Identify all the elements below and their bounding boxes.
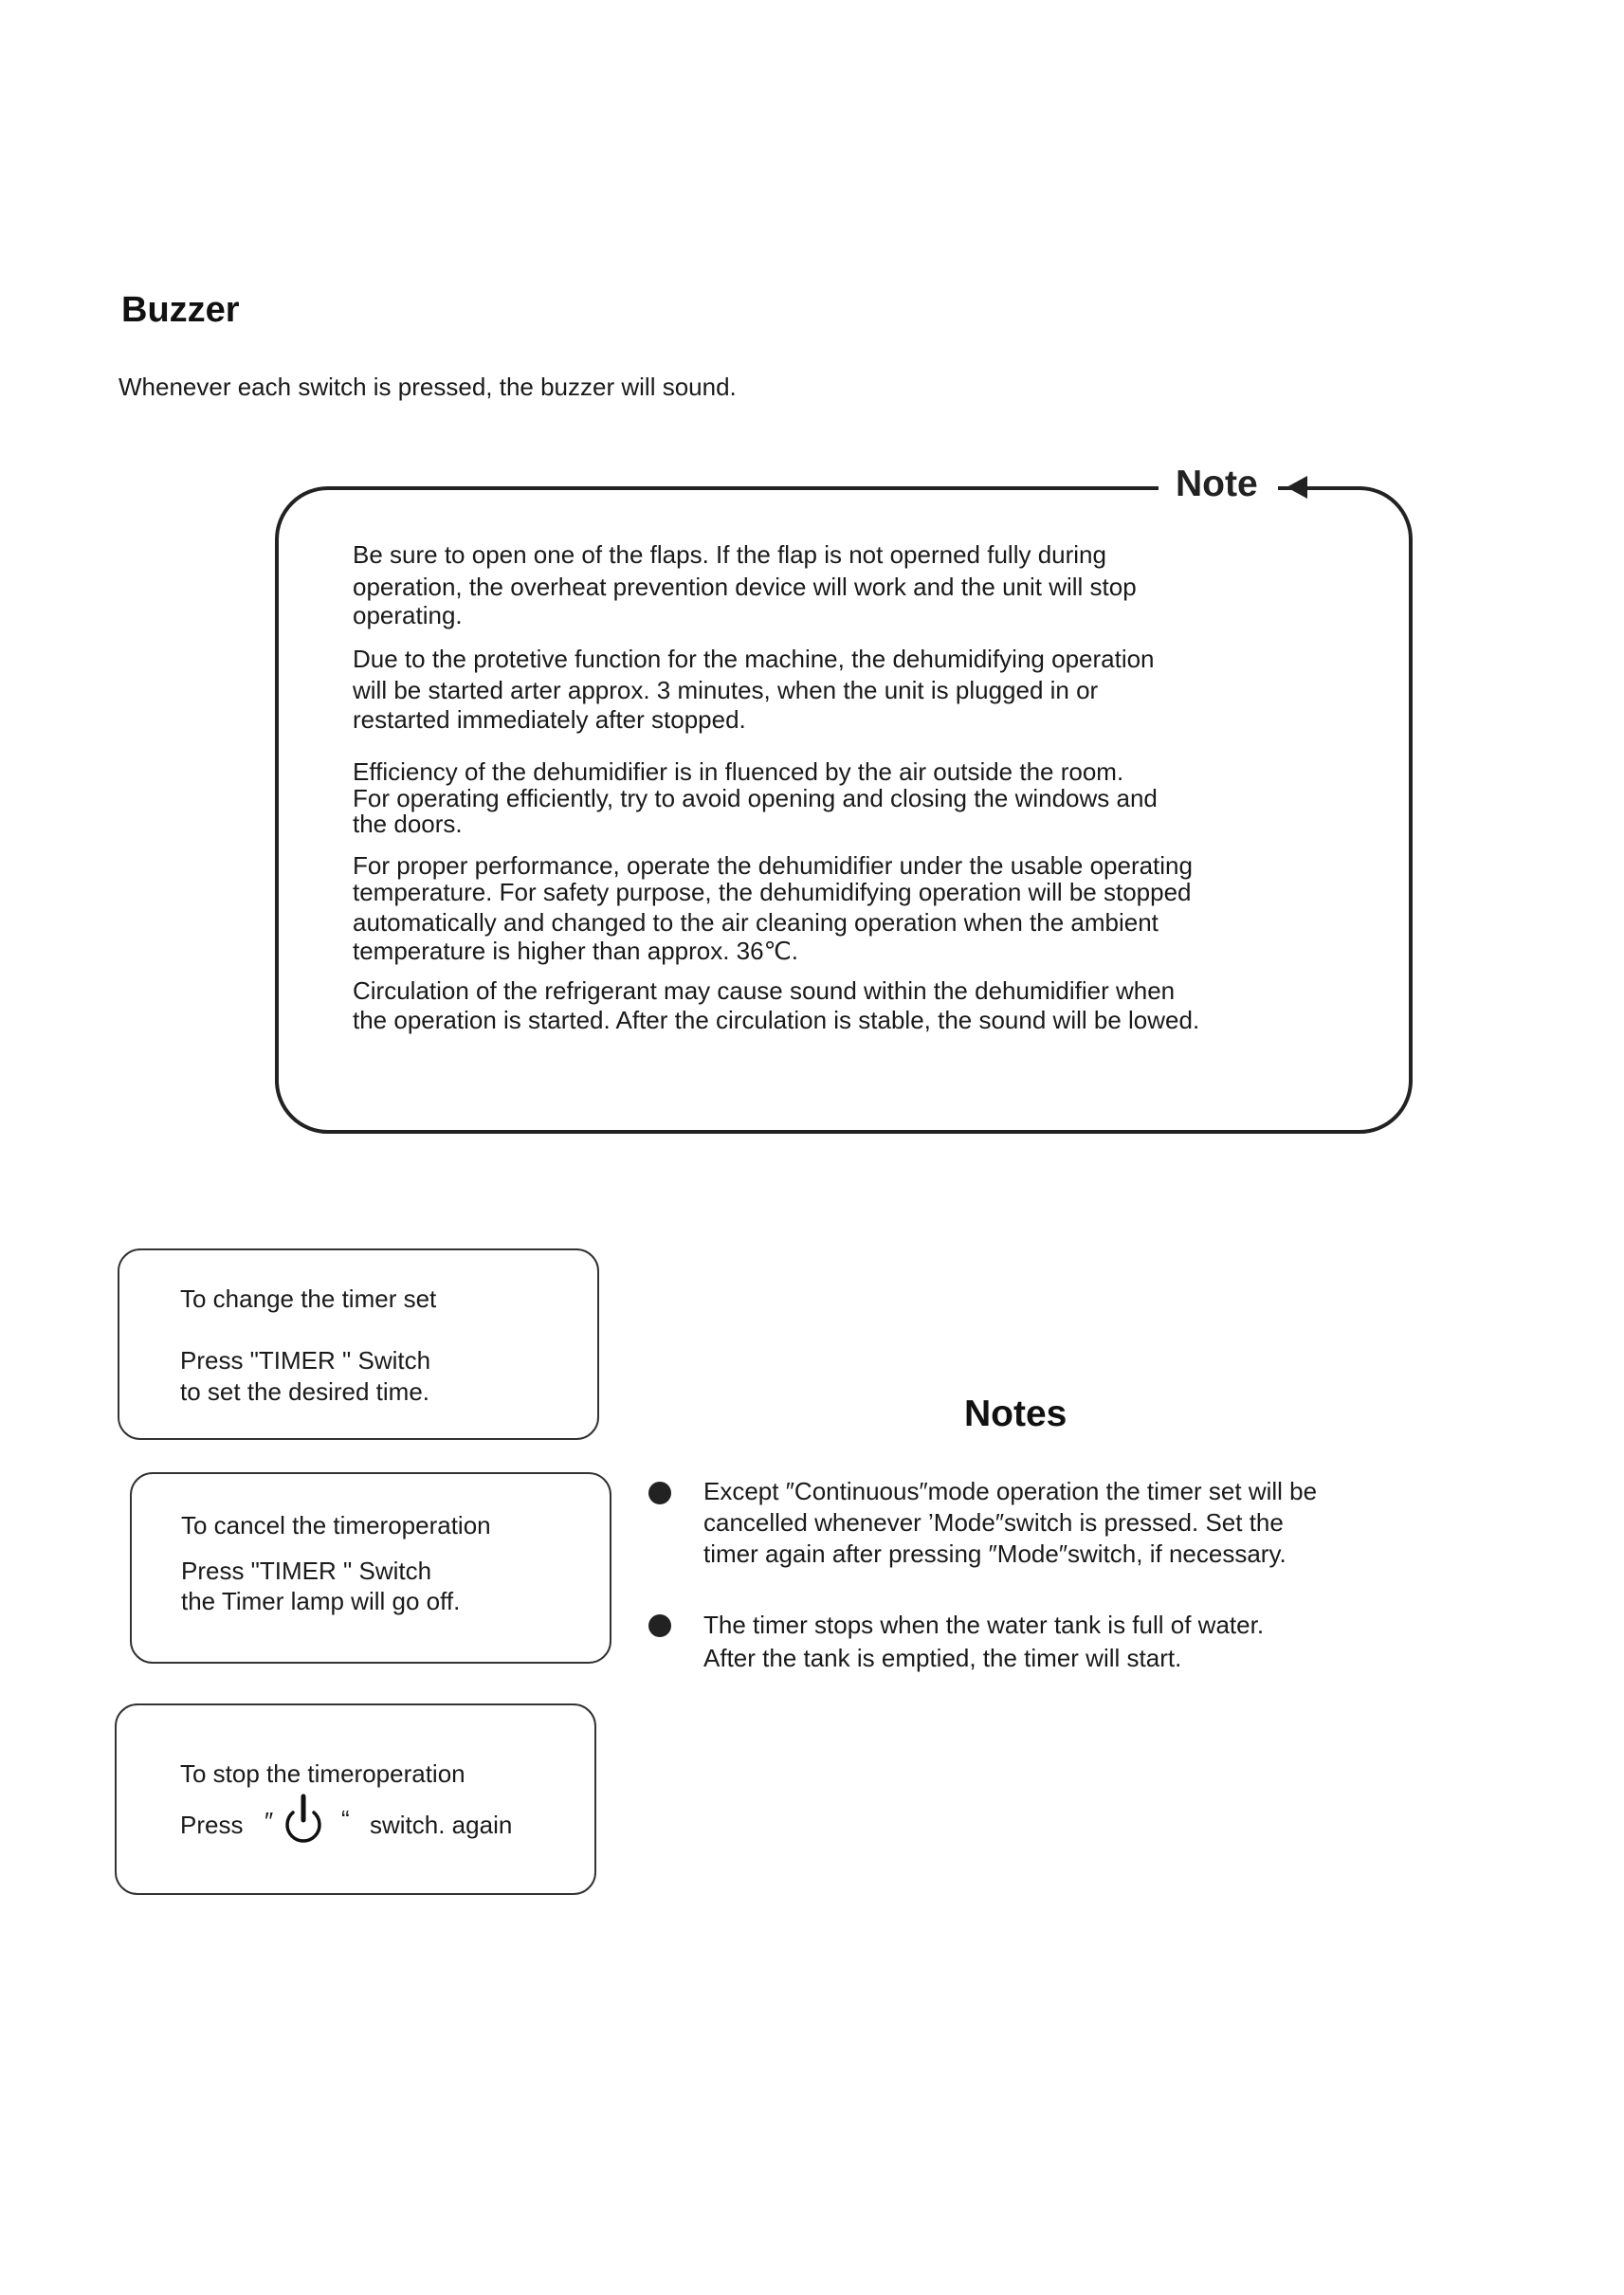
note-p3-line2: For operating efficiently, try to avoid opening and closing the windows and [353,784,1158,812]
arrow-left-icon [1285,468,1323,506]
notes-item2-line2: After the tank is emptied, the timer will start. [703,1644,1182,1672]
buzzer-heading: Buzzer [121,290,240,330]
timer-stop-open-quote: ″ [265,1807,274,1835]
note-p3-line3: the doors. [353,810,463,838]
note-p4-line3: automatically and changed to the air cleaning operation when the ambient [353,908,1159,937]
notes-item1-line3: timer again after pressing ″Mode″switch, if necessary. [703,1539,1286,1568]
timer-stop-close-quote: “ [341,1805,350,1833]
note-p5-line2: the operation is started. After the circulation is stable, the sound will be lowed. [353,1006,1200,1034]
timer-stop-title: To stop the timeroperation [180,1759,465,1788]
note-p1-line2: operation, the overheat prevention device will work and the unit will stop [353,573,1137,601]
notes-item1-line1: Except ″Continuous″mode operation the timer set will be [703,1477,1318,1505]
note-p1-line3: operating. [353,601,463,629]
timer-stop-rest: switch. again [370,1811,513,1839]
note-p1-line1: Be sure to open one of the flaps. If the flap is not operned fully during [353,540,1106,569]
buzzer-text: Whenever each switch is pressed, the buzzer will sound. [119,373,737,401]
bullet-icon [648,1614,671,1637]
note-p4-line2: temperature. For safety purpose, the dehumidifying operation will be stopped [353,878,1192,906]
timer-change-box [118,1248,599,1440]
note-p3-line1: Efficiency of the dehumidifier is in fluenced by the air outside the room. [353,757,1124,786]
notes-heading: Notes [964,1393,1067,1434]
notes-item2-line1: The timer stops when the water tank is full of water. [703,1611,1265,1639]
notes-item1-line2: cancelled whenever ’Mode″switch is pressed. Set the [703,1508,1284,1537]
timer-stop-box [115,1703,596,1895]
timer-change-line1: Press "TIMER " Switch [180,1346,431,1375]
timer-cancel-line1: Press "TIMER " Switch [181,1557,432,1585]
note-label: Note [1176,464,1258,504]
timer-change-title: To change the timer set [180,1284,437,1313]
timer-stop-press: Press [180,1811,244,1839]
note-p4-line4: temperature is higher than approx. 36℃. [353,937,799,965]
timer-change-line2: to set the desired time. [180,1377,430,1406]
note-p2-line1: Due to the protetive function for the machine, the dehumidifying operation [353,645,1155,673]
power-icon [278,1792,329,1847]
timer-cancel-title: To cancel the timeroperation [181,1511,491,1539]
bullet-icon [648,1482,671,1504]
note-p5-line1: Circulation of the refrigerant may cause sound within the dehumidifier when [353,976,1176,1005]
timer-cancel-box [130,1472,611,1664]
note-p4-line1: For proper performance, operate the dehumidifier under the usable operating [353,851,1193,880]
timer-cancel-line2: the Timer lamp will go off. [181,1587,461,1615]
note-p2-line3: restarted immediately after stopped. [353,705,746,734]
note-p2-line2: will be started arter approx. 3 minutes, when the unit is plugged in or [353,676,1099,704]
